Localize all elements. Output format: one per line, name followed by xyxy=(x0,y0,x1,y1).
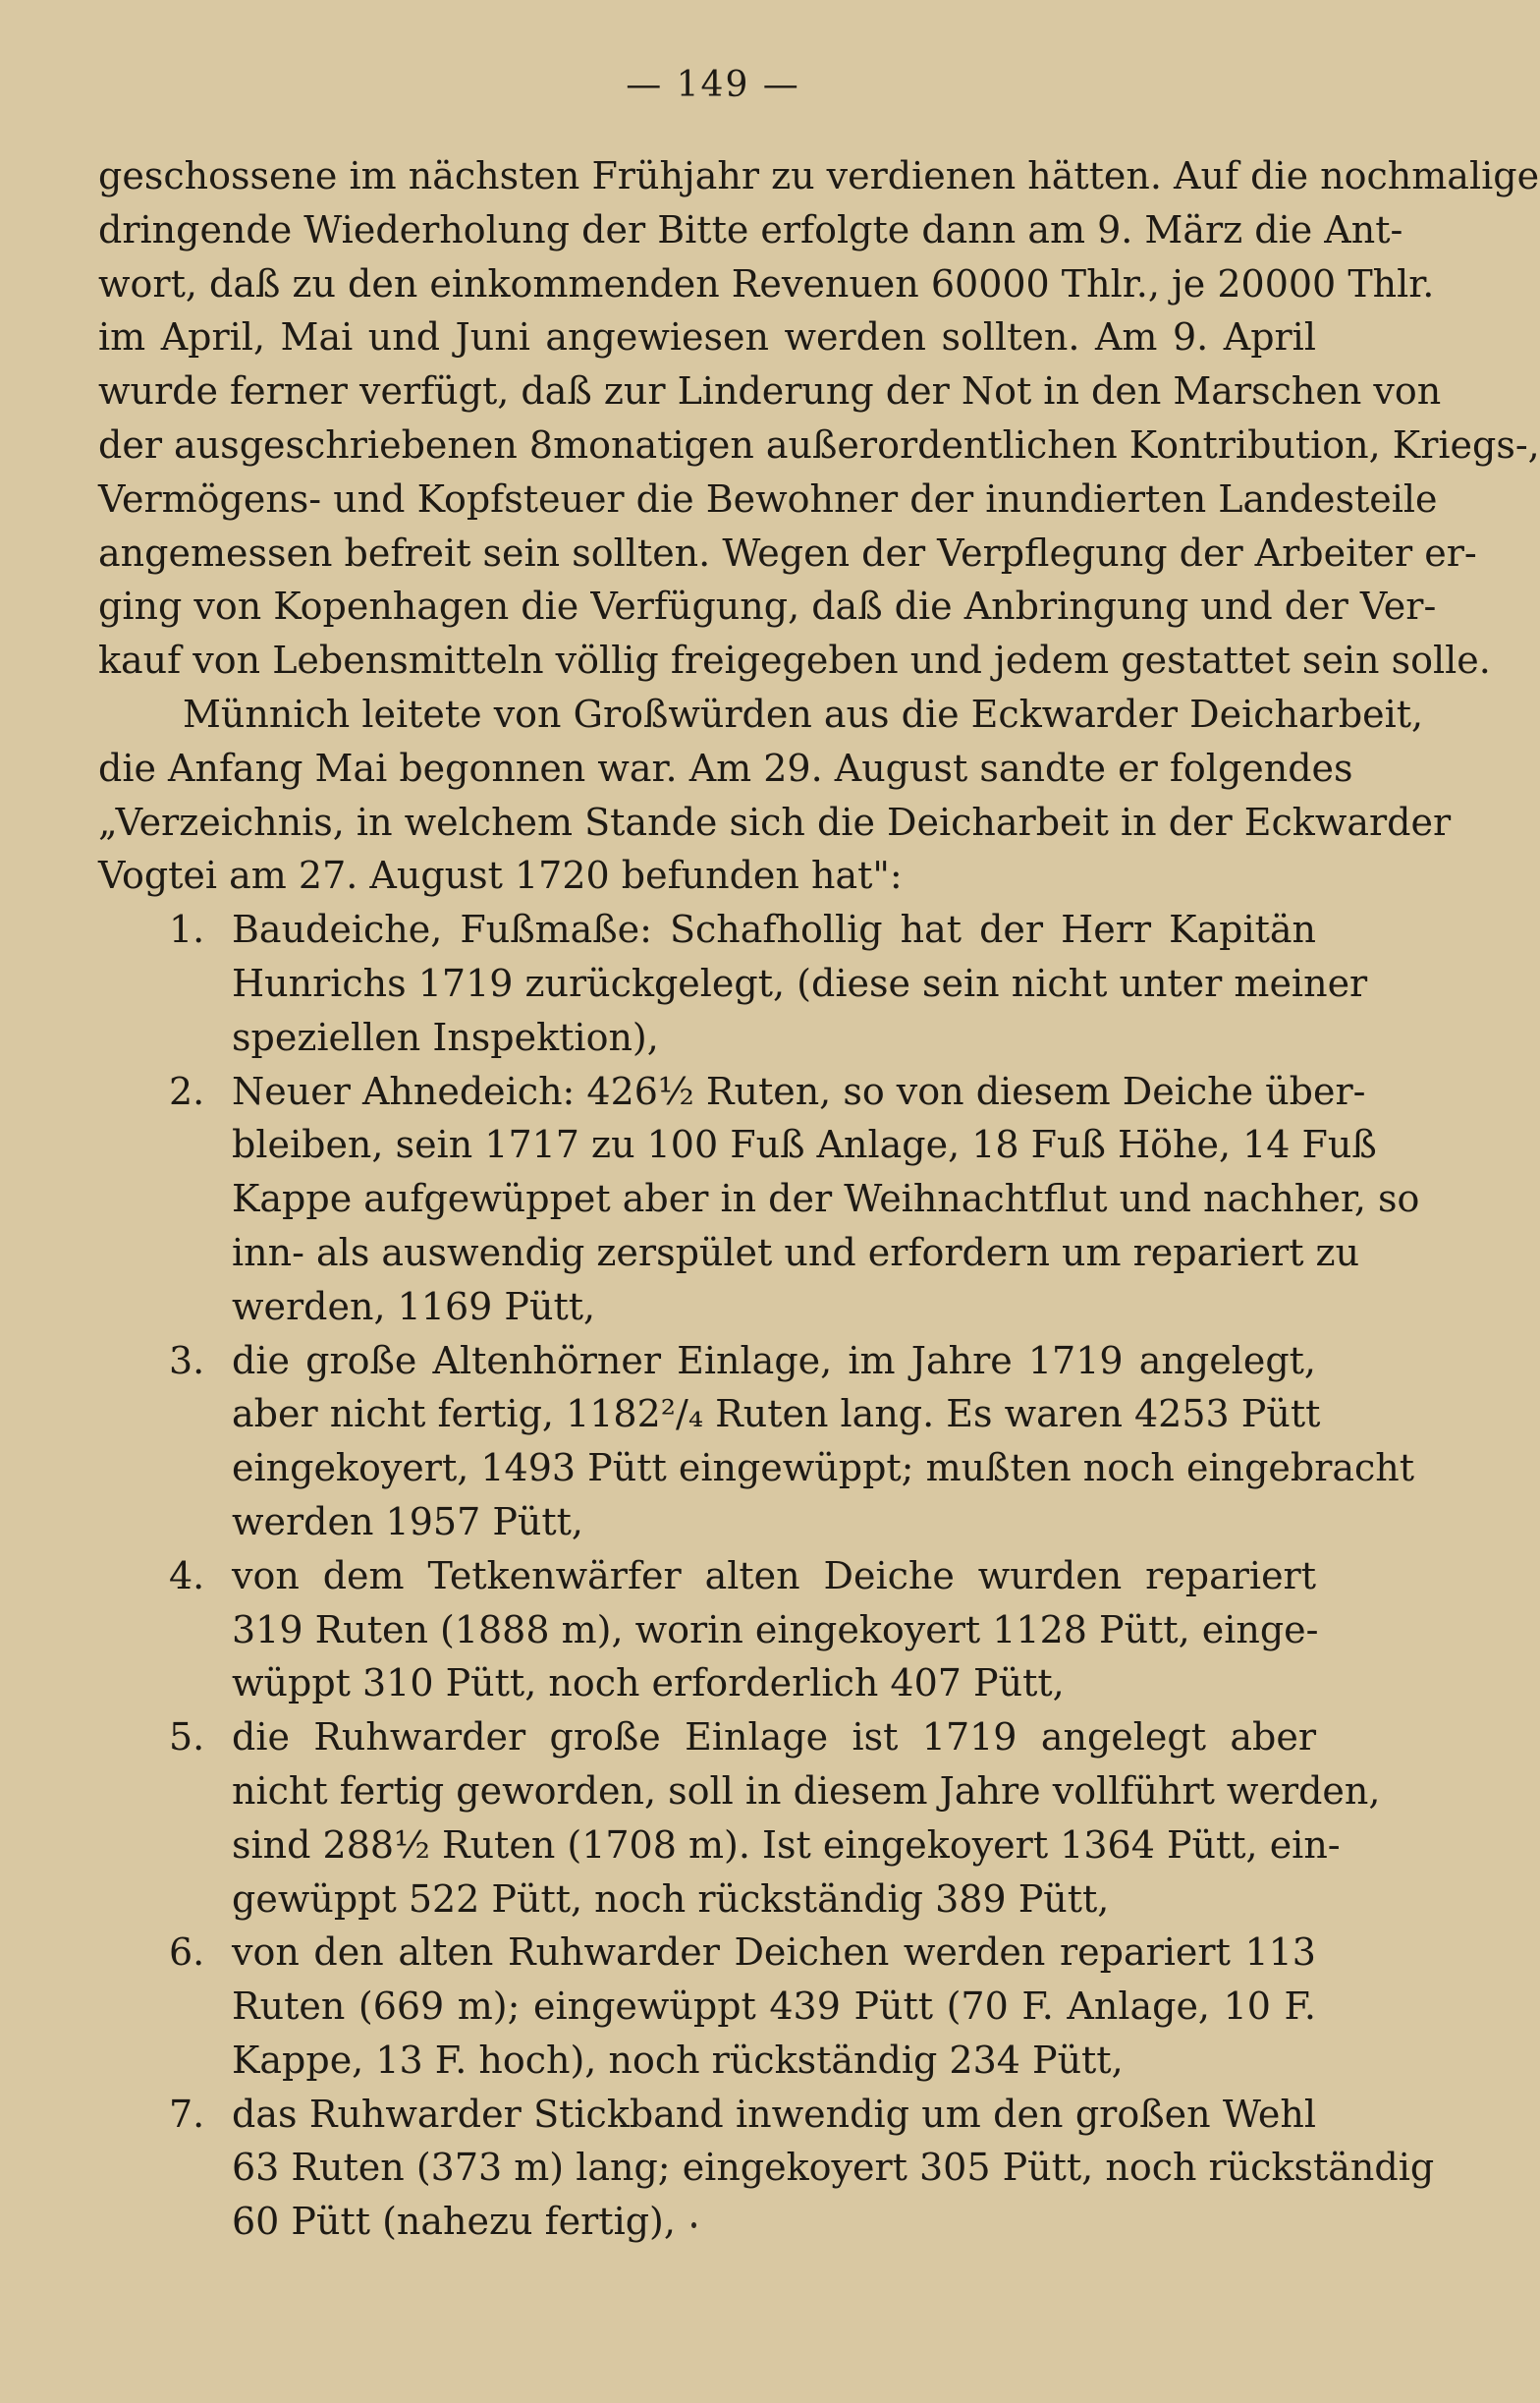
list-item-text: Baudeiche, Fußmaße: Schafhollig hat der Herr Kapitän xyxy=(232,908,1316,952)
text-line: Vermögens- und Kopfsteuer die Bewohner der inundierten Landesteile xyxy=(98,476,1438,521)
list-item-text: werden, 1169 Pütt, xyxy=(232,1284,596,1328)
list-item-text: bleiben, sein 1717 zu 100 Fuß Anlage, 18 Fuß Höhe, 14 Fuß xyxy=(232,1123,1377,1167)
list-item-text: die Ruhwarder große Einlage ist 1719 angelegt aber xyxy=(232,1715,1316,1760)
list-item-line xyxy=(98,1441,1415,1495)
list-item-number: 5. xyxy=(169,1715,205,1760)
list-item-line xyxy=(98,1926,1316,1980)
list-item-text: werden 1957 Pütt, xyxy=(232,1499,583,1543)
list-item-text: Ruten (669 m); eingewüppt 439 Pütt (70 F. Anlage, 10 F. xyxy=(232,1984,1316,2029)
list-item-line xyxy=(98,1818,1341,1872)
text-line: „Verzeichnis, in welchem Stande sich die Deicharbeit in der Eckwarder xyxy=(98,800,1452,844)
text-line: die Anfang Mai begonnen war. Am 29. August sandte er folgendes xyxy=(98,746,1353,790)
list-item-line xyxy=(98,1065,1366,1119)
paragraph-2 xyxy=(98,688,1452,903)
list-item-text: gewüppt 522 Pütt, noch rückständig 389 Pütt, xyxy=(232,1876,1110,1921)
text-line: wurde ferner verfügt, daß zur Linderung der Not in den Marschen von xyxy=(98,369,1442,414)
list-item-line xyxy=(98,1872,1316,1927)
list-item-number: 4. xyxy=(169,1553,205,1597)
ink-speck xyxy=(691,2222,696,2228)
list-item-line xyxy=(98,1226,1360,1280)
body-text xyxy=(98,149,1540,2249)
list-item-text: 63 Ruten (373 m) lang; eingekoyert 305 Pütt, noch rückständig xyxy=(232,2146,1435,2190)
text-line: der ausgeschriebenen 8monatigen außerordentlichen Kontribution, Kriegs-, xyxy=(98,422,1540,467)
list-item-line xyxy=(98,1280,1316,1334)
numbered-list xyxy=(98,903,1435,2249)
list-item-line xyxy=(98,1334,1316,1388)
text-line: im April, Mai und Juni angewiesen werden sollten. Am 9. April xyxy=(98,315,1316,360)
list-item-text: Kappe, 13 F. hoch), noch rückständig 234 Pütt, xyxy=(232,2038,1124,2082)
list-item-line xyxy=(98,1118,1377,1172)
list-item-text: aber nicht fertig, 1182²/₄ Ruten lang. Es waren 4253 Pütt xyxy=(232,1392,1321,1436)
list-item-text: wüppt 310 Pütt, noch erforderlich 407 Pütt, xyxy=(232,1661,1065,1705)
list-item-line xyxy=(98,2034,1316,2088)
list-item-text: von den alten Ruhwarder Deichen werden repariert 113 xyxy=(232,1930,1316,1975)
list-item-number: 1. xyxy=(169,908,205,952)
text-line: Vogtei am 27. August 1720 befunden hat": xyxy=(98,854,903,898)
text-line: kauf von Lebensmitteln völlig freigegeben und jedem gestattet sein solle. xyxy=(98,639,1491,683)
list-item-text: 319 Ruten (1888 m), worin eingekoyert 1128 Pütt, einge- xyxy=(232,1607,1319,1651)
list-item-line xyxy=(98,2141,1435,2195)
paragraph-1 xyxy=(98,149,1540,688)
list-item-number: 7. xyxy=(169,2092,205,2136)
list-item-line xyxy=(98,1603,1319,1657)
list-item-text: Neuer Ahnedeich: 426½ Ruten, so von diesem Deiche über- xyxy=(232,1069,1366,1113)
page-number: — 149 — xyxy=(626,65,800,105)
list-item-text: Kappe aufgewüppet aber in der Weihnachtflut und nachher, so xyxy=(232,1177,1420,1221)
list-item-text: die große Altenhörner Einlage, im Jahre 1719 angelegt, xyxy=(232,1338,1316,1382)
list-item-line xyxy=(98,1549,1316,1603)
list-item-line xyxy=(98,1011,1316,1065)
list-item-text: nicht fertig geworden, soll in diesem Jahre vollführt werden, xyxy=(232,1768,1381,1813)
list-item-text: inn- als auswendig zerspület und erfordern um repariert zu xyxy=(232,1230,1360,1274)
text-line: ging von Kopenhagen die Verfügung, daß die Anbringung und der Ver- xyxy=(98,585,1437,629)
text-line: wort, daß zu den einkommenden Revenuen 60000 Thlr., je 20000 Thlr. xyxy=(98,261,1435,306)
list-item-line xyxy=(98,1980,1316,2034)
list-item-line xyxy=(98,1495,1316,1549)
text-line: angemessen befreit sein sollten. Wegen der Verpflegung der Arbeiter er- xyxy=(98,531,1477,575)
list-item-line xyxy=(98,2195,1316,2249)
list-item-text: von dem Tetkenwärfer alten Deiche wurden repariert xyxy=(232,1553,1316,1597)
list-item-text: 60 Pütt (nahezu fertig), xyxy=(232,2200,676,2244)
text-line: geschossene im nächsten Frühjahr zu verdienen hätten. Auf die nochmalige xyxy=(98,154,1540,197)
list-item-line xyxy=(98,2088,1316,2142)
list-item-line xyxy=(98,1172,1420,1226)
list-item-text: eingekoyert, 1493 Pütt eingewüppt; mußten noch eingebracht xyxy=(232,1446,1415,1490)
list-item-text: Hunrichs 1719 zurückgelegt, (diese sein nicht unter meiner xyxy=(232,961,1368,1005)
list-item-line xyxy=(98,903,1316,957)
list-item-number: 6. xyxy=(169,1930,205,1975)
list-item-line xyxy=(98,957,1368,1011)
list-item-text: das Ruhwarder Stickband inwendig um den großen Wehl xyxy=(232,2092,1316,2136)
list-item-number: 2. xyxy=(169,1069,205,1113)
list-item-line xyxy=(98,1387,1321,1441)
list-item-line xyxy=(98,1764,1381,1818)
list-item-line xyxy=(98,1656,1316,1710)
text-line: Münnich leitete von Großwürden aus die Eckwarder Deicharbeit, xyxy=(183,692,1424,736)
list-item-text: speziellen Inspektion), xyxy=(232,1015,659,1059)
list-item-number: 3. xyxy=(169,1338,205,1382)
list-item-text: sind 288½ Ruten (1708 m). Ist eingekoyert 1364 Pütt, ein- xyxy=(232,1822,1341,1867)
list-item-line xyxy=(98,1710,1316,1764)
text-line: dringende Wiederholung der Bitte erfolgte dann am 9. März die Ant- xyxy=(98,207,1403,251)
